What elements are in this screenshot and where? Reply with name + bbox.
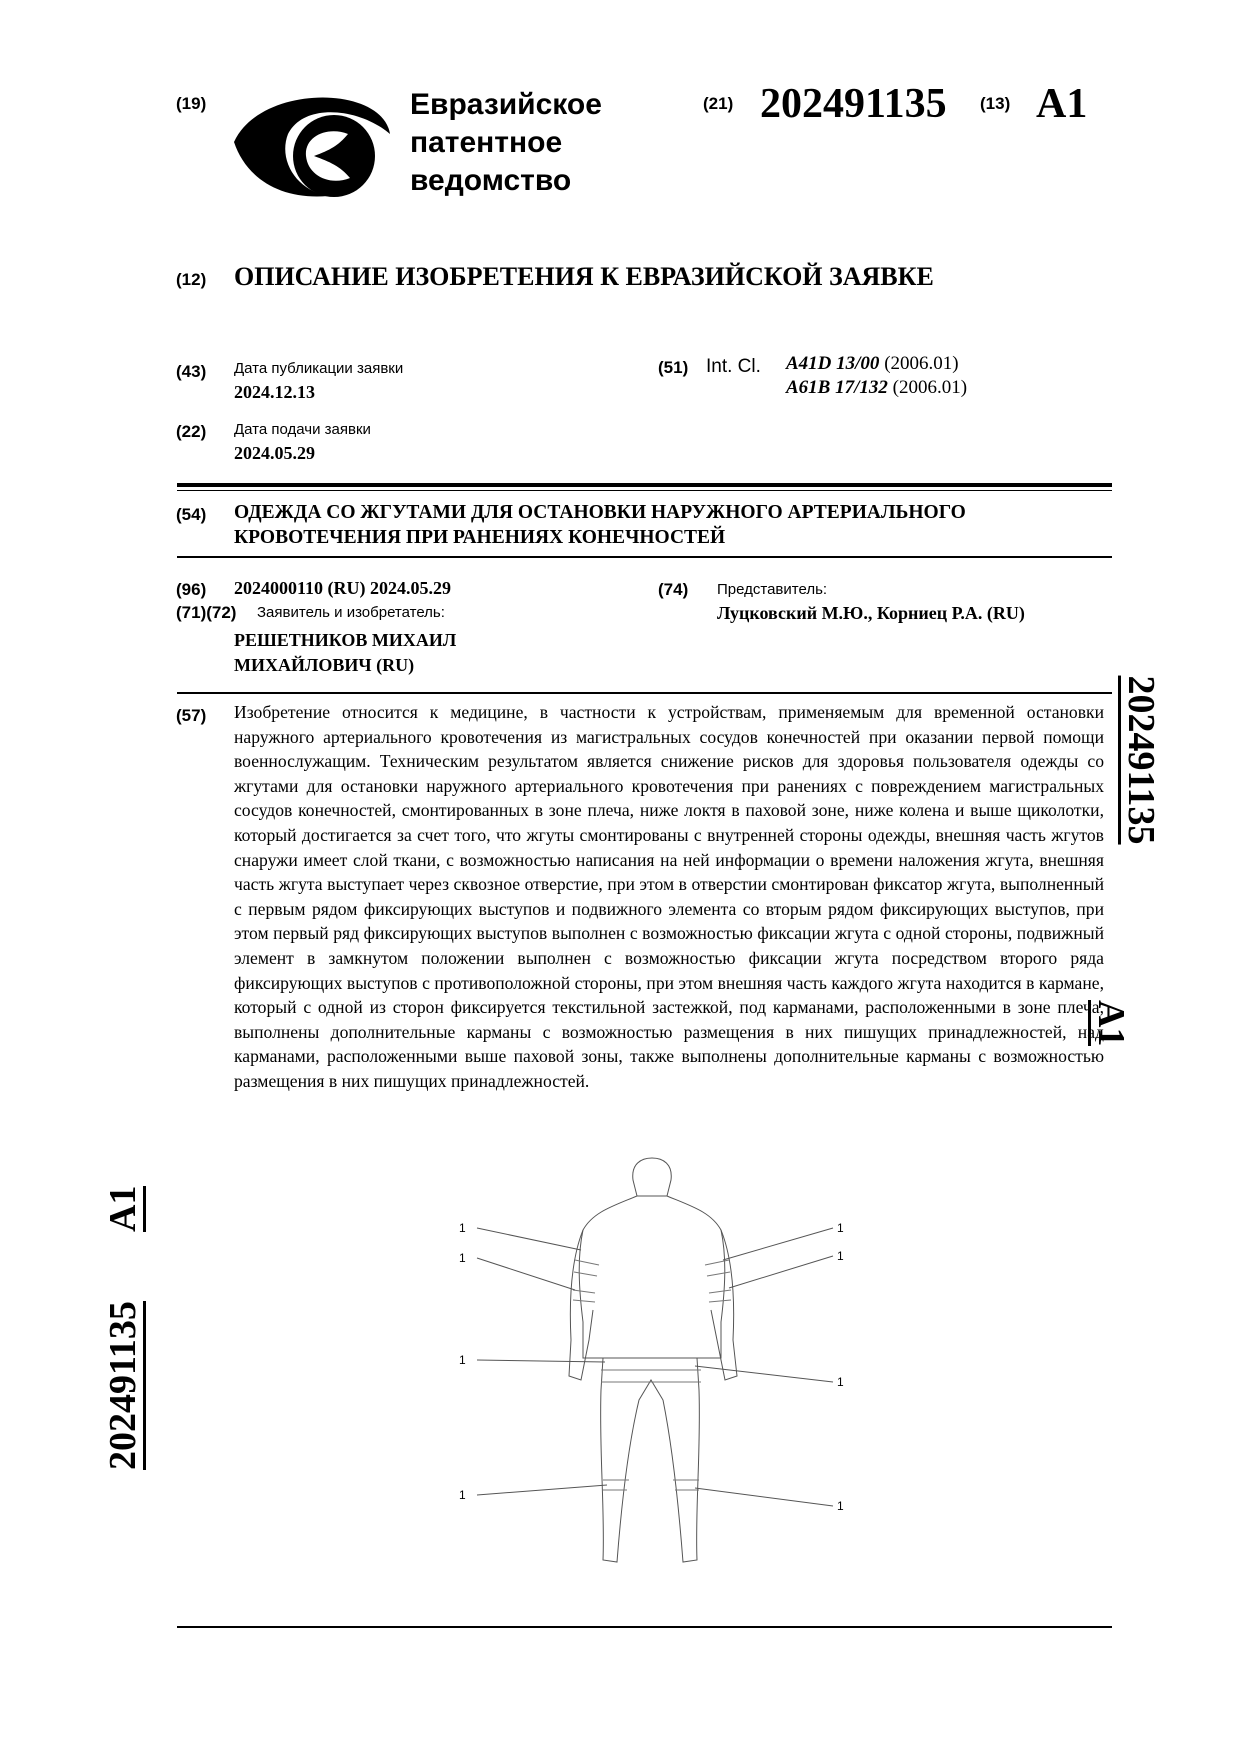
invention-title <box>234 500 966 550</box>
band-forearm-right <box>709 1290 731 1302</box>
office-name-line1: Евразийское <box>410 88 602 121</box>
side-number-left: 202491135 <box>102 1301 144 1470</box>
inid-code-71-72: (71)(72) <box>176 603 237 622</box>
ipc-entry <box>786 352 967 376</box>
invention-title-line2: КРОВОТЕЧЕНИЯ ПРИ РАНЕНИЯХ КОНЕЧНОСТЕЙ <box>234 527 726 548</box>
inid-code-22: (22) <box>176 422 207 441</box>
office-name-line3: ведомство <box>410 164 572 197</box>
side-kind-left-wrap <box>104 1186 146 1232</box>
inid-code-12: (12) <box>176 270 207 289</box>
inid-code-74: (74) <box>658 580 689 599</box>
ipc-entry <box>786 376 967 400</box>
figure-legs <box>601 1358 700 1562</box>
office-name-line2: патентное <box>410 126 563 159</box>
leader-line <box>695 1366 833 1382</box>
applicant-name-line1: РЕШЕТНИКОВ МИХАИЛ <box>234 630 457 650</box>
inid-code-96: (96) <box>176 580 207 599</box>
priority-data: 2024000110 (RU) 2024.05.29 <box>234 578 451 598</box>
applicant-name <box>234 628 456 678</box>
inid-code-43: (43) <box>176 362 207 381</box>
figure-torso <box>579 1196 725 1358</box>
band-forearm-left <box>573 1290 595 1302</box>
application-number: 202491135 <box>760 81 947 127</box>
reference-label: 1 <box>837 1221 844 1235</box>
leader-line <box>723 1228 833 1260</box>
side-number-right: 202491135 <box>1120 675 1162 845</box>
leader-line <box>477 1360 605 1362</box>
section-rule <box>177 556 1112 558</box>
leader-line <box>695 1488 833 1506</box>
office-name <box>410 86 602 200</box>
applicant-label: Заявитель и изобретатель: <box>257 604 445 621</box>
filing-date: 2024.05.29 <box>234 443 315 463</box>
applicant-name-line2: МИХАЙЛОВИЧ (RU) <box>234 655 415 675</box>
ipc-class: A61B 17/132 <box>786 377 888 398</box>
side-kind-left: A1 <box>102 1185 144 1232</box>
footer-rule <box>177 1626 1112 1628</box>
leader-line <box>477 1228 581 1250</box>
kind-code: A1 <box>1036 81 1088 127</box>
side-kind-right-wrap <box>1088 1000 1130 1046</box>
reference-label: 1 <box>837 1249 844 1263</box>
reference-label: 1 <box>459 1488 466 1502</box>
section-rule <box>177 692 1112 694</box>
leader-line <box>477 1258 575 1290</box>
ipc-version: (2006.01) <box>892 377 968 398</box>
side-marking-left <box>104 1301 146 1470</box>
representative-name: Луцковский М.Ю., Корниец Р.А. (RU) <box>717 603 1025 623</box>
eapo-logo-icon <box>232 90 392 202</box>
reference-label: 1 <box>837 1375 844 1389</box>
ipc-class: A41D 13/00 <box>786 353 880 374</box>
document-type-title: ОПИСАНИЕ ИЗОБРЕТЕНИЯ К ЕВРАЗИЙСКОЙ ЗАЯВКЕ <box>234 262 934 291</box>
ipc-label: Int. Cl. <box>706 356 761 377</box>
inid-code-57: (57) <box>176 706 207 725</box>
band-upper-arm-left <box>574 1260 599 1276</box>
reference-label: 1 <box>459 1221 466 1235</box>
abstract-text: Изобретение относится к медицине, в частности к устройствам, применяемым для временной остановки наружного артериального кровотечения из магистральных сосудов конечностей при оказании первой помощи военнослужащим. Техническим результатом является снижение рисков для здоровья пользователя одежды со жгутами для остановки наружного артериального кровотечения при ранениях с повреждением магистральных сосудов конечностей, смонтированных в зоне плеча, ниже локтя в паховой зоне, ниже колена и выше щиколотки, который достигается за счет того, что жгуты смонтированы с внутренней стороны одежды, внешняя часть жгутов снаружи имеет слой ткани, с возможностью написания на ней информации о времени наложения жгута, внешняя часть жгута выступает через сквозное отверстие, при этом в отверстии смонтирован фиксатор жгута, выполненный с первым рядом фиксирующих выступов и подвижного элемента со вторым рядом фиксирующих выступов, при этом первый ряд фиксирующих выступов выполнен с возможностью фиксации жгута с одной стороны, подвижный элемент в замкнутом положении выполнен с возможностью фиксации жгута посредством второго ряда фиксирующих выступов с противоположной стороны, при этом внешняя часть каждого жгута находится в кармане, который с одной из сторон фиксируется текстильной застежкой, под карманами, расположенными в зоне плеча, выполнены дополнительные карманы с возможностью размещения в них пишущих принадлежностей, над карманами, расположенными выше паховой зоны, также выполнены дополнительные карманы с возможностью размещения в них пишущих принадлежностей. <box>234 702 1104 1091</box>
representative-label: Представитель: <box>717 581 828 598</box>
double-rule-thick <box>177 483 1112 487</box>
publication-date-label: Дата публикации заявки <box>234 360 404 377</box>
ipc-classes <box>786 352 967 400</box>
reference-label: 1 <box>459 1251 466 1265</box>
filing-date-label: Дата подачи заявки <box>234 421 371 438</box>
inid-code-13: (13) <box>980 94 1011 113</box>
side-kind-right: A1 <box>1090 1000 1132 1047</box>
leader-line <box>477 1485 607 1495</box>
ipc-version: (2006.01) <box>884 353 959 374</box>
leader-line <box>729 1256 833 1288</box>
inid-code-51: (51) <box>658 358 689 377</box>
inid-code-19: (19) <box>176 94 207 113</box>
figure-neck <box>633 1158 672 1196</box>
invention-title-line1: ОДЕЖДА СО ЖГУТАМИ ДЛЯ ОСТАНОВКИ НАРУЖНОГО АРТЕРИАЛЬНОГО <box>234 502 966 523</box>
reference-label: 1 <box>837 1499 844 1513</box>
publication-date: 2024.12.13 <box>234 382 315 402</box>
double-rule-thin <box>177 490 1112 491</box>
reference-label: 1 <box>459 1353 466 1367</box>
inid-code-21: (21) <box>703 94 734 113</box>
garment-figure <box>455 1150 895 1580</box>
inid-code-54: (54) <box>176 505 207 524</box>
band-upper-arm-right <box>705 1260 730 1276</box>
side-marking-right <box>1118 676 1160 845</box>
